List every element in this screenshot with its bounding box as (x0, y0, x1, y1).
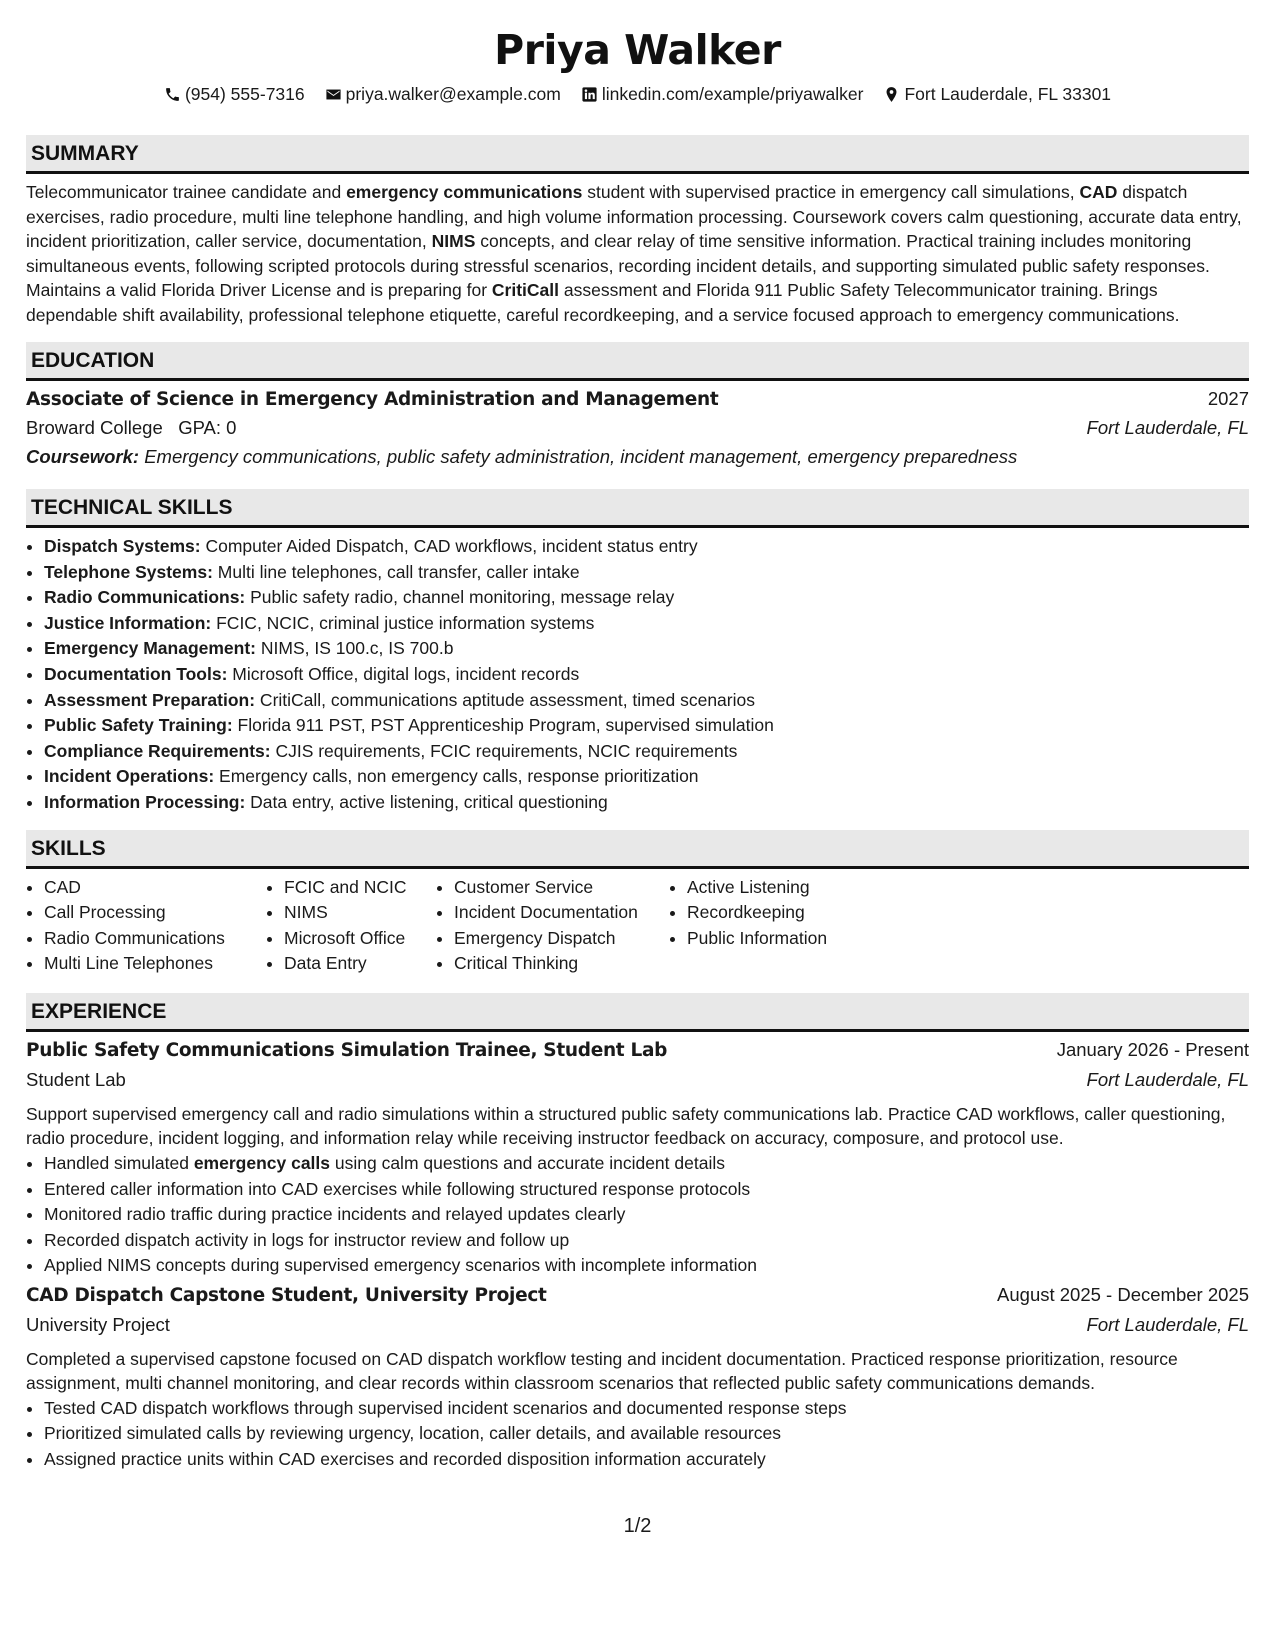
list-item (44, 713, 1249, 739)
skill-category: Emergency Management: (44, 638, 257, 659)
skill-detail: Emergency calls, non emergency calls, response prioritization (214, 766, 699, 787)
education-school-row (26, 417, 1249, 446)
summary-highlight: CritiCall (491, 280, 560, 300)
job-location: Fort Lauderdale, FL (1086, 1313, 1249, 1335)
job-title-row (26, 1039, 1249, 1069)
summary-part: dispatch exercises, radio procedure, multi line telephone handling, and high volume information processing. Coursework covers calm questioning, accurate data entry, incident prioritization, caller service, documentation, (26, 182, 1242, 251)
education-section (26, 342, 1249, 475)
skill-category: Documentation Tools: (44, 663, 228, 684)
email-text: priya.walker@example.com (345, 84, 561, 104)
list-item (44, 1228, 1249, 1254)
list-item (44, 1396, 1249, 1422)
job-description: Support supervised emergency call and radio simulations within a structured public safety communications lab. Practice CAD workflows, caller questioning, radio procedure, incident logging, and information relay while receiving instructor feedback on accuracy, composure, and protocol use. (26, 1103, 1226, 1149)
phone-text: (954) 555-7316 (184, 84, 305, 104)
bullet-text: Monitored radio traffic during practice incidents and relayed updates clearly (44, 1204, 626, 1225)
skill-detail: Computer Aided Dispatch, CAD workflows, incident status entry (200, 536, 698, 556)
summary-heading: SUMMARY (26, 135, 1249, 174)
candidate-name: Priya Walker (494, 26, 781, 74)
job-dates: August 2025 - December 2025 (997, 1283, 1249, 1305)
degree-title: Associate of Science in Emergency Administration and Management (26, 389, 719, 410)
skill-detail: CritiCall, communications aptitude assessment, timed scenarios (255, 689, 755, 710)
list-item: • Multi Line Telephones (44, 951, 266, 977)
list-item: • Radio Communications (44, 926, 266, 952)
list-item (44, 1202, 1249, 1228)
list-item (44, 662, 1249, 688)
skill-category: Telephone Systems: (44, 561, 213, 582)
summary-highlight: NIMS (431, 231, 476, 251)
skill-detail: Public safety radio, channel monitoring, message relay (245, 587, 675, 608)
job-description: Completed a supervised capstone focused on CAD dispatch workflow testing and incident documentation. Practiced response prioritization, resource assignment, multi channel monitoring, and clear records within classroom scenarios that reflected public safety communications demands. (26, 1348, 1178, 1394)
map-pin-icon (883, 86, 900, 103)
job-entry (26, 1039, 1249, 1279)
bullet-text: Entered caller information into CAD exercises while following structured response protocols (44, 1178, 751, 1199)
coursework-label: Coursework: (26, 446, 140, 467)
job-title: CAD Dispatch Capstone Student, University Project (26, 1284, 547, 1306)
summary-part: student with supervised practice in emergency call simulations, (582, 182, 1080, 202)
list-item (44, 790, 1249, 816)
bullet-text: Prioritized simulated calls by reviewing urgency, location, caller details, and available resources (44, 1423, 781, 1444)
bullet-text: Assigned practice units within CAD exercises and recorded disposition information accurately (44, 1449, 766, 1470)
list-item: • FCIC and NCIC (284, 875, 436, 901)
bullet-text: Tested CAD dispatch workflows through supervised incident scenarios and documented response steps (44, 1397, 847, 1418)
list-item: • Call Processing (44, 900, 266, 926)
list-item: • Active Listening (687, 875, 887, 901)
list-item (44, 1253, 1249, 1279)
list-item: • Data Entry (284, 951, 436, 977)
skill-category: Dispatch Systems: (44, 536, 201, 556)
technical-skills-list (26, 534, 1249, 816)
contact-linkedin[interactable] (581, 82, 864, 106)
skills-grid (26, 875, 1249, 977)
skill-category: Compliance Requirements: (44, 740, 271, 761)
bullet-text: Handled simulated (44, 1152, 194, 1173)
list-item: • Recordkeeping (687, 900, 887, 926)
skill-detail: Data entry, active listening, critical questioning (245, 791, 608, 812)
summary-highlight: emergency communications (346, 182, 583, 202)
coursework-text: Emergency communications, public safety administration, incident management, emergency preparedness (139, 446, 1018, 467)
phone-icon (164, 86, 181, 103)
coursework-line (26, 446, 1249, 475)
linkedin-text: linkedin.com/example/priyawalker (601, 84, 864, 104)
skill-category: Justice Information: (44, 612, 212, 633)
list-item: • Emergency Dispatch (454, 926, 669, 952)
skill-category: Information Processing: (44, 791, 246, 812)
summary-highlight: CAD (1079, 182, 1118, 202)
skills-section (26, 830, 1249, 977)
experience-heading: EXPERIENCE (26, 993, 1249, 1032)
job-entry (26, 1284, 1249, 1473)
list-item (44, 764, 1249, 790)
education-title-row (26, 388, 1249, 417)
job-dates: January 2026 - Present (1056, 1038, 1249, 1060)
education-heading: EDUCATION (26, 342, 1249, 381)
skills-column (669, 875, 887, 977)
gpa: GPA: 0 (178, 417, 237, 438)
bullet-text: using calm questions and accurate incident details (330, 1152, 725, 1173)
skill-detail: FCIC, NCIC, criminal justice information systems (211, 612, 595, 633)
list-item: • Microsoft Office (284, 926, 436, 952)
skill-detail: NIMS, IS 100.c, IS 700.b (256, 638, 454, 659)
job-org-row (26, 1069, 1249, 1099)
bullet-text: Recorded dispatch activity in logs for instructor review and follow up (44, 1229, 570, 1250)
skill-category: Incident Operations: (44, 766, 215, 787)
job-bullets (26, 1396, 1249, 1473)
technical-skills-section (26, 489, 1249, 816)
school-name: Broward College (26, 417, 163, 438)
list-item (44, 1447, 1249, 1473)
list-item: • Critical Thinking (454, 951, 669, 977)
list-item (44, 688, 1249, 714)
skill-detail: Multi line telephones, call transfer, caller intake (212, 561, 580, 582)
list-item: • CAD (44, 875, 266, 901)
list-item (44, 534, 1249, 560)
skill-detail: Florida 911 PST, PST Apprenticeship Program, supervised simulation (232, 715, 774, 736)
list-item (44, 560, 1249, 586)
list-item (44, 611, 1249, 637)
contact-bar (26, 82, 1249, 106)
skills-column (266, 875, 436, 977)
technical-skills-heading: TECHNICAL SKILLS (26, 489, 1249, 528)
envelope-icon (325, 86, 342, 103)
list-item (44, 1421, 1249, 1447)
list-item (44, 1177, 1249, 1203)
job-title: Public Safety Communications Simulation Trainee, Student Lab (26, 1039, 668, 1061)
list-item: • Customer Service (454, 875, 669, 901)
skill-category: Radio Communications: (44, 587, 246, 608)
summary-text (26, 180, 1249, 327)
skills-heading: SKILLS (26, 830, 1249, 869)
contact-email[interactable] (325, 82, 561, 106)
summary-part: concepts, and clear relay of time sensitive information. Practical training includes monitoring simultaneous events, following scripted protocols during stressful scenarios, recording incident details, and supporting simulated public safety responses. Maintains a valid Florida Driver License and is preparing for (26, 231, 1210, 300)
job-org: University Project (26, 1313, 170, 1335)
list-item: • NIMS (284, 900, 436, 926)
page-number: 1/2 (623, 1515, 652, 1537)
bullet-text: Applied NIMS concepts during supervised emergency scenarios with incomplete information (44, 1255, 757, 1276)
list-item (44, 1151, 1249, 1177)
job-org: Student Lab (26, 1068, 126, 1090)
job-title-row (26, 1284, 1249, 1314)
job-location: Fort Lauderdale, FL (1086, 1068, 1249, 1090)
job-bullets (26, 1151, 1249, 1279)
list-item (44, 585, 1249, 611)
skill-detail: Microsoft Office, digital logs, incident records (227, 663, 580, 684)
skill-category: Assessment Preparation: (44, 689, 256, 710)
experience-section (26, 993, 1249, 1473)
linkedin-icon (581, 86, 598, 103)
list-item (44, 636, 1249, 662)
skills-column (26, 875, 266, 977)
bullet-highlight: emergency calls (193, 1152, 331, 1173)
list-item (44, 739, 1249, 765)
summary-part: assessment and Florida 911 Public Safety Telecommunicator training. Brings dependable shift availability, professional telephone etiquette, careful recordkeeping, and a service focused approach to emergency communications. (26, 280, 1180, 325)
skill-detail: CJIS requirements, FCIC requirements, NCIC requirements (270, 740, 738, 761)
list-item: • Incident Documentation (454, 900, 669, 926)
school-location: Fort Lauderdale, FL (1086, 417, 1249, 438)
contact-location (883, 82, 1111, 106)
contact-phone (164, 82, 305, 106)
skills-column (436, 875, 669, 977)
job-org-row (26, 1314, 1249, 1344)
summary-part: Telecommunicator trainee candidate and (26, 182, 347, 202)
graduation-year: 2027 (1207, 388, 1249, 409)
summary-section (26, 135, 1249, 327)
list-item: • Public Information (687, 926, 887, 952)
skill-category: Public Safety Training: (44, 715, 233, 736)
location-text: Fort Lauderdale, FL 33301 (904, 84, 1112, 104)
school-info (26, 417, 236, 439)
resume-page (26, 0, 1249, 1473)
